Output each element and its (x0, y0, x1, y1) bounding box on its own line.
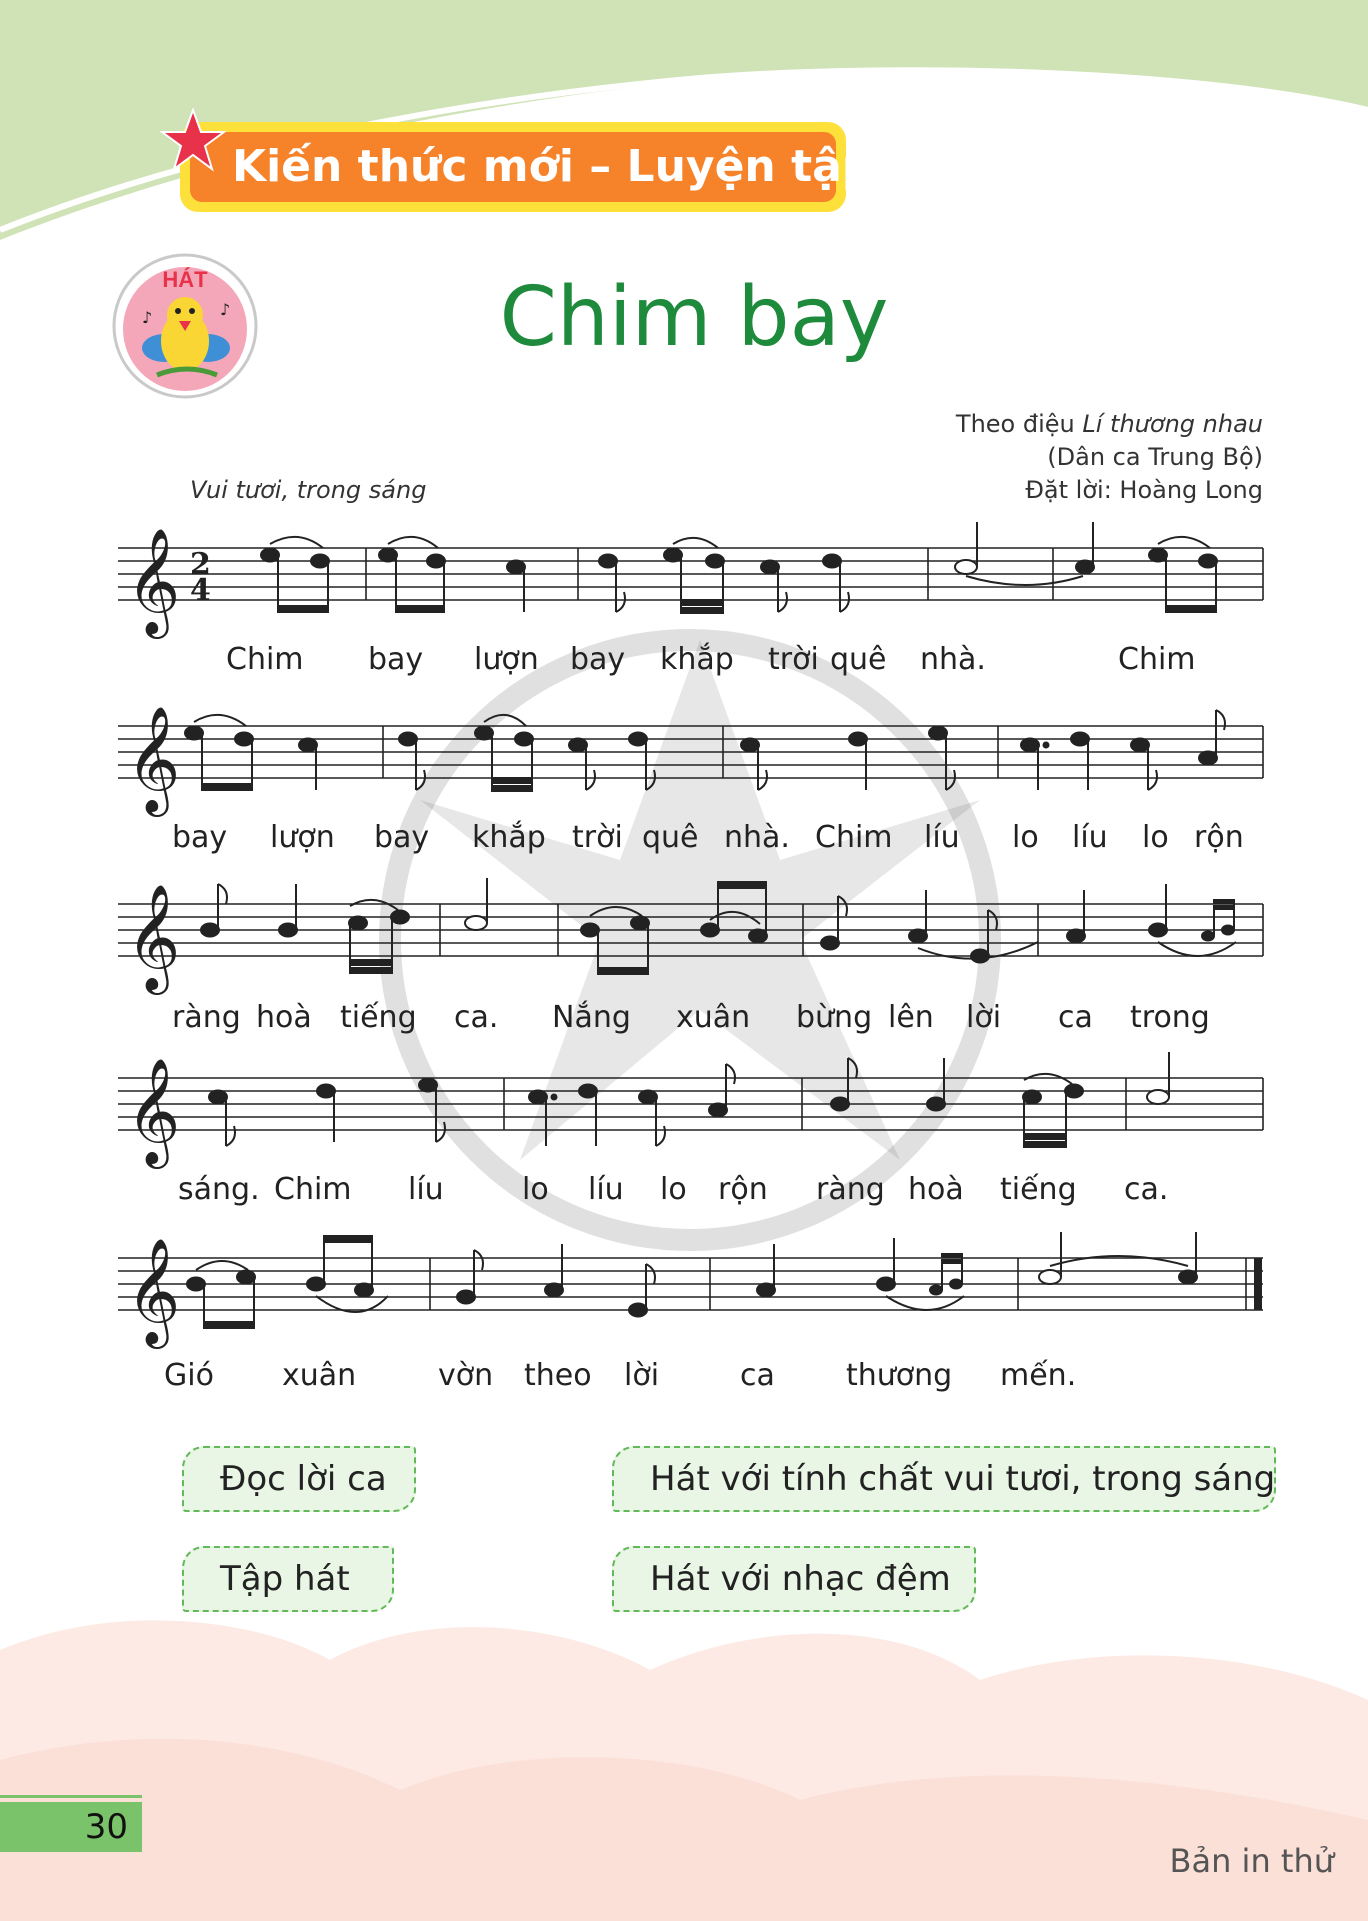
badge-label: HÁT (162, 267, 208, 292)
lyric-word: bừng (796, 1000, 873, 1035)
lyric-word: lo (1142, 820, 1169, 855)
lyric-word: Chim (1118, 642, 1196, 677)
treble-clef-icon: 𝄞 (126, 883, 181, 990)
lyric-word: bay (570, 642, 626, 677)
lyric-word: ca (1058, 1000, 1093, 1035)
credit-melody: Theo điệu Lí thương nhau (955, 410, 1263, 438)
lyric-word: tiếng (340, 1000, 417, 1035)
credit-lyricist: Đặt lời: Hoàng Long (1025, 476, 1263, 504)
lyric-word: trời (768, 642, 819, 677)
page-number-rule (0, 1795, 142, 1798)
lyric-word: bay (374, 820, 430, 855)
task-sing-cheerful: Hát với tính chất vui tươi, trong sáng (612, 1446, 1276, 1512)
lyric-word: lo (660, 1172, 687, 1207)
lyric-word: lo (1012, 820, 1039, 855)
lyric-word: ca. (454, 1000, 499, 1035)
lyric-word: rộn (718, 1172, 768, 1207)
star-icon (160, 108, 226, 174)
song-title: Chim bay (499, 270, 889, 365)
lyric-line-3 (0, 1000, 1368, 1040)
lyric-word: quê (642, 820, 699, 855)
treble-clef-icon: 𝄞 (126, 705, 181, 812)
lyric-word: nhà. (920, 642, 986, 677)
lyric-line-2 (0, 820, 1368, 860)
music-staff-1 (118, 520, 1268, 640)
music-staff-5 (118, 1230, 1268, 1350)
lyric-word: khắp (660, 642, 734, 677)
lyric-word: líu (408, 1172, 444, 1207)
lyric-word: lượn (474, 642, 539, 677)
lyric-word: Chim (815, 820, 893, 855)
music-staff-4 (118, 1050, 1268, 1170)
music-staff-3 (118, 876, 1268, 996)
page-number: 30 (0, 1802, 142, 1852)
lyric-word: thương (846, 1358, 953, 1393)
task-sing-with-accompaniment: Hát với nhạc đệm (612, 1546, 976, 1612)
lyric-word: theo (524, 1358, 592, 1393)
lyric-word: khắp (472, 820, 546, 855)
lyric-word: lượn (270, 820, 335, 855)
footer-note: Bản in thử (1169, 1842, 1334, 1880)
lyric-word: trong (1130, 1000, 1210, 1035)
lyric-word: líu (1072, 820, 1108, 855)
lyric-word: ràng (172, 1000, 241, 1035)
lyric-word: hoà (908, 1172, 964, 1207)
treble-clef-icon: 𝄞 (126, 527, 181, 634)
time-signature-top: 2 (190, 547, 211, 582)
lyric-word: Nắng (552, 1000, 631, 1035)
lyric-word: quê (830, 642, 887, 677)
lyric-word: hoà (256, 1000, 312, 1035)
task-read-lyrics: Đọc lời ca (182, 1446, 416, 1512)
lyric-word: ràng (816, 1172, 885, 1207)
lyric-word: mến. (1000, 1358, 1077, 1393)
lyric-word: nhà. (724, 820, 790, 855)
lyric-word: Chim (274, 1172, 352, 1207)
lyric-word: trời (572, 820, 623, 855)
section-title: Kiến thức mới – Luyện tập (232, 141, 874, 192)
treble-clef-icon: 𝄞 (126, 1057, 181, 1164)
credit-origin: (Dân ca Trung Bộ) (1047, 443, 1263, 471)
lyric-word: tiếng (1000, 1172, 1077, 1207)
lyric-line-5 (0, 1358, 1368, 1398)
lyric-word: lên (888, 1000, 934, 1035)
svg-text:♪: ♪ (220, 300, 231, 319)
treble-clef-icon: 𝄞 (126, 1237, 181, 1344)
lyric-word: rộn (1194, 820, 1244, 855)
lyric-word: ca (740, 1358, 775, 1393)
lyric-word: Chim (226, 642, 304, 677)
section-banner (180, 122, 874, 212)
svg-text:♪: ♪ (142, 308, 153, 327)
lyric-word: líu (588, 1172, 624, 1207)
tempo-marking: Vui tươi, trong sáng (190, 476, 427, 504)
lyric-word: lo (522, 1172, 549, 1207)
lyric-word: bay (368, 642, 424, 677)
lyric-word: lời (624, 1358, 660, 1393)
task-practice-singing: Tập hát (182, 1546, 394, 1612)
lyric-word: xuân (282, 1358, 357, 1393)
music-staff-2 (118, 698, 1268, 818)
lyric-line-1 (0, 642, 1368, 682)
lyric-word: líu (924, 820, 960, 855)
lyric-word: bay (172, 820, 228, 855)
lyric-word: sáng. (178, 1172, 260, 1207)
lyric-word: lời (966, 1000, 1002, 1035)
lyric-word: vờn (438, 1358, 494, 1393)
lyric-word: xuân (676, 1000, 751, 1035)
lyric-word: ca. (1124, 1172, 1169, 1207)
time-signature-bottom: 4 (190, 573, 211, 608)
lyric-word: Gió (164, 1358, 214, 1393)
lyric-line-4 (0, 1172, 1368, 1212)
